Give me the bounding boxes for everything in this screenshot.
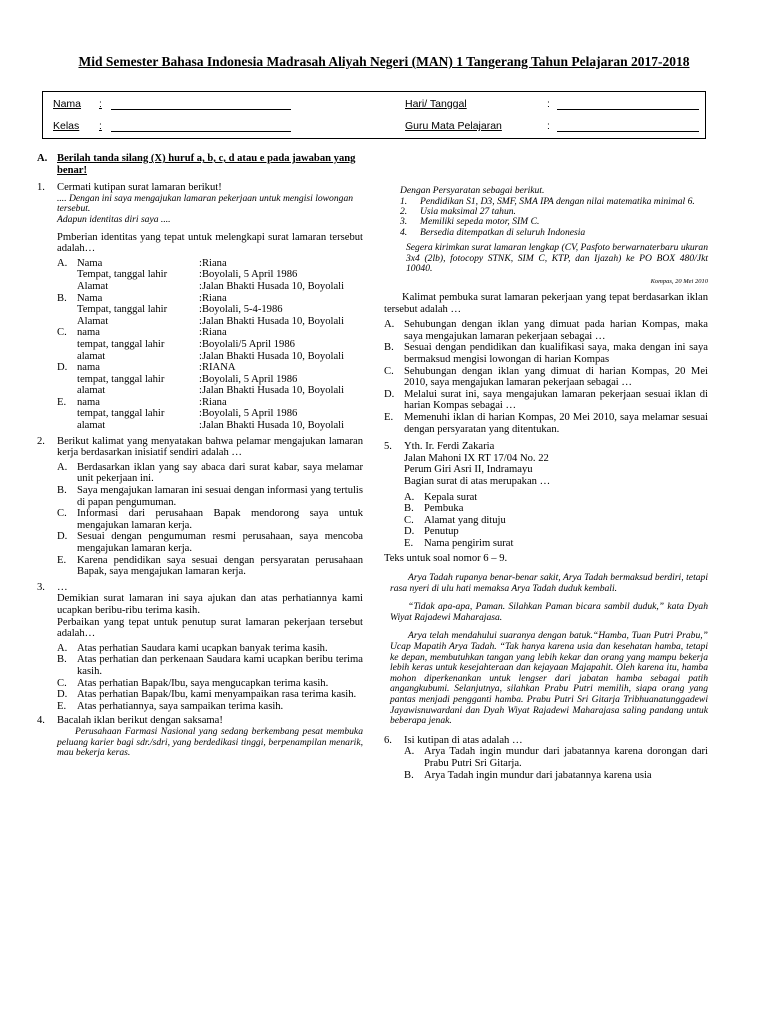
option-letter: B. — [57, 485, 67, 497]
identity-row — [57, 293, 363, 305]
identity-value: :Jalan Bhakti Husada 10, Boyolali — [199, 280, 345, 292]
identity-field: Alamat — [77, 280, 109, 292]
option-letter: D. — [57, 531, 68, 543]
identity-field: tempat, tanggal lahir — [77, 338, 165, 350]
right-column — [384, 186, 708, 784]
question-number: 6. — [384, 734, 392, 746]
identity-row — [57, 339, 363, 351]
identity-value: :Boyolali/5 April 1986 — [199, 338, 295, 350]
option-letter: E. — [57, 554, 67, 566]
option-text: Melalui surat ini, saya mengajukan lamaran pekerjaan sesuai iklan di harian Kompas sebagai … — [404, 388, 708, 412]
option-item[interactable] — [57, 293, 363, 328]
option-item[interactable] — [384, 342, 708, 365]
option-letter: C. — [57, 327, 67, 339]
nama-field[interactable] — [111, 99, 291, 110]
identity-field: Alamat — [77, 315, 109, 327]
option-letter: A. — [404, 746, 415, 758]
option-letter — [57, 351, 77, 363]
option-text: Atas perhatian dan perkenaan Saudara kami ucapkan beribu terima kasih. — [77, 654, 363, 677]
question-number: 4. — [37, 715, 45, 727]
identity-row — [57, 258, 363, 270]
option-text: Penutup — [424, 526, 459, 538]
option-text: Sesuai dengan pendidikan dan kualifikasi saya, maka dengan ini saya bermaksud mengisi lowongan di harian Kompas — [404, 342, 708, 365]
identity-row — [57, 327, 363, 339]
question-number: 5. — [384, 441, 392, 453]
requirement-number: 2. — [400, 206, 408, 217]
passage-intro: Teks untuk soal nomor 6 – 9. — [384, 553, 508, 565]
identity-row — [57, 316, 363, 328]
guru-colon: : — [547, 120, 550, 132]
option-item[interactable] — [384, 366, 708, 389]
option-letter: B. — [404, 769, 414, 781]
options-list — [57, 643, 363, 713]
option-item[interactable] — [57, 643, 363, 655]
identity-row — [57, 408, 363, 420]
option-letter — [57, 281, 77, 293]
identity-row — [57, 420, 363, 432]
options-list — [384, 319, 708, 435]
identity-field: nama — [77, 327, 100, 339]
question-prompt: Perbaikan yang tepat untuk penutup surat lamaran pekerjaan tersebut adalah… — [57, 616, 363, 640]
requirement-number: 3. — [400, 216, 408, 228]
option-letter: D. — [57, 362, 68, 374]
identity-row — [57, 281, 363, 293]
question-text: Isi kutipan di atas adalah … — [404, 734, 523, 746]
option-letter — [57, 408, 77, 420]
ad-requirements — [384, 197, 708, 239]
section-instruction: Berilah tanda silang (X) huruf a, b, c, d atau e pada jawaban yang benar! — [57, 153, 356, 176]
identity-field: alamat — [77, 385, 106, 397]
option-item[interactable] — [57, 362, 363, 397]
identity-value: :Riana — [199, 396, 227, 408]
ad-send-instructions: Segera kirimkan surat lamaran lengkap (CV, Pasfoto berwarnaterbaru ukuran 3x4 (2lb), fotocopy STNK, SIM C, KTP, dan Ijazah) ke PO BOX 480/Jkt 10040. — [406, 242, 708, 275]
identity-value: :Boyolali, 5-4-1986 — [199, 304, 283, 316]
option-letter: A. — [57, 461, 68, 473]
option-letter — [57, 374, 77, 386]
question-text: Berikut kalimat yang menyatakan bahwa pelamar mengajukan lamaran kerja berdasarkan inisiatif sendiri adalah … — [57, 435, 363, 459]
ad-requirement — [400, 228, 708, 238]
hari-label: Hari/ Tanggal — [405, 98, 467, 110]
address-line: Jalan Mahoni IX RT 17/04 No. 22 — [404, 452, 549, 464]
requirement-text: Usia maksimal 27 tahun. — [420, 206, 516, 217]
identity-row — [57, 269, 363, 281]
question-2 — [37, 436, 363, 578]
option-letter — [57, 385, 77, 397]
identity-field: nama — [77, 396, 100, 408]
nama-label: Nama — [53, 98, 82, 110]
option-letter: D. — [57, 689, 68, 701]
identity-row — [57, 304, 363, 316]
identity-value: :Jalan Bhakti Husada 10, Boyolali — [199, 350, 345, 362]
option-text: Atas perhatian Bapak/Ibu, kami menyampaikan rasa terima kasih. — [77, 689, 357, 701]
option-text: Arya Tadah ingin mundur dari jabatannya karena dorongan dari Prabu Putri Sri Gitarja. — [424, 746, 708, 769]
identity-value: :Riana — [199, 292, 227, 304]
identity-value: :Jalan Bhakti Husada 10, Boyolali — [199, 315, 345, 327]
option-letter: A. — [384, 319, 395, 331]
option-letter: C. — [404, 514, 414, 526]
option-item[interactable] — [57, 462, 363, 485]
option-item[interactable] — [404, 770, 708, 782]
identity-value: :Riana — [199, 257, 227, 269]
identity-row — [57, 385, 363, 397]
nama-row — [53, 98, 291, 110]
option-text: Pembuka — [424, 503, 464, 515]
option-text: Kepala surat — [424, 491, 478, 503]
identity-value: :Boyolali, 5 April 1986 — [199, 373, 298, 385]
option-item[interactable] — [57, 701, 363, 713]
identity-value: :Jalan Bhakti Husada 10, Boyolali — [199, 420, 345, 432]
ad-intro: Perusahaan Farmasi Nasional yang sedang berkembang pesat membuka peluang karier bagi sdr./sdri, yang berdedikasi tinggi, berpenampilan menarik, mau bekerja keras. — [57, 725, 363, 759]
option-text: Karena pendidikan saya sesuai dengan persyaratan perusahaan Bapak, saya mengajukan lamaran kerja. — [77, 554, 363, 578]
question-prompt: Bagian surat di atas merupakan … — [404, 475, 551, 487]
hari-row — [405, 98, 699, 110]
passage-paragraph: Arya telah mendahului suaranya dengan batuk.“Hamba, Tuan Putri Prabu,” Ucap Mapatih Arya Tadah. “Tak hanya karena usia dan kesehatan hamba, tetapi ke depan, membutuhkan tangan yang lebih kekar dan orang yang mampu bekerja lebih keras untuk kesejahteraan dan kejayaan Majapahit. Oleh karena itu, hamba mohon diperkenankan untuk lengser dari jabatan hamba sebagai patih angangkubumi. Selanjutnya, silahkan Prabu Putri memilih, siapa orang yang pantas menjadi pengganti hamba. Prabu Putri Sri Gitarja Tribhuanatunggadewi Jayawisnuwardani dan Dyah Wiyat Rajadewi Maharajasa saling pandang untuk beberapa jenak. — [390, 630, 708, 727]
options-list — [404, 492, 708, 550]
kelas-field[interactable] — [111, 121, 291, 132]
kelas-colon: : — [99, 120, 102, 132]
identity-value: :RIANA — [199, 362, 236, 374]
option-item[interactable] — [404, 503, 708, 515]
kelas-row — [53, 120, 291, 132]
identity-row — [57, 397, 363, 409]
identity-value: :Riana — [199, 327, 227, 339]
identity-row — [57, 362, 363, 374]
option-text: Informasi dari perusahaan Bapak mendorong saya untuk mengajukan lamaran kerja. — [77, 508, 363, 531]
option-letter: A. — [57, 257, 68, 269]
identity-field: Nama — [77, 257, 103, 269]
identity-row — [57, 374, 363, 386]
ad-source: Kompas, 20 Mei 2010 — [650, 278, 708, 285]
identity-row — [57, 351, 363, 363]
option-letter: E. — [57, 700, 67, 712]
option-item[interactable] — [57, 555, 363, 578]
option-item[interactable] — [57, 508, 363, 531]
option-letter — [57, 304, 77, 316]
guru-field[interactable] — [557, 121, 699, 132]
option-item[interactable] — [384, 389, 708, 412]
nama-colon: : — [99, 98, 102, 110]
question-4-prompt: Kalimat pembuka surat lamaran pekerjaan yang tepat berdasarkan iklan tersebut adalah … — [384, 292, 708, 315]
option-text: Sehubungan dengan iklan yang dimuat di harian Kompas, 20 Mei 2010, saya mengajukan lamaran pekerjaan sebagai … — [404, 365, 708, 389]
option-letter — [57, 269, 77, 281]
option-text: Nama pengirim surat — [424, 537, 514, 549]
options-list — [57, 462, 363, 578]
option-text: Sehubungan dengan iklan yang dimuat pada harian Kompas, maka saya mengajukan lamaran pekerjaan sebagai … — [404, 319, 708, 342]
requirement-text: Bersedia ditempatkan di seluruh Indonesia — [420, 226, 586, 238]
left-column — [37, 153, 363, 759]
guru-row — [405, 120, 699, 132]
question-1 — [37, 182, 363, 431]
option-letter: C. — [384, 365, 394, 377]
hari-colon: : — [547, 98, 550, 110]
options-list — [404, 746, 708, 781]
option-letter: D. — [404, 526, 415, 538]
option-item[interactable] — [57, 689, 363, 701]
option-letter: C. — [57, 677, 67, 689]
option-item[interactable] — [404, 492, 708, 504]
kelas-label: Kelas — [53, 120, 80, 132]
identity-field: alamat — [77, 350, 106, 362]
options-list — [57, 258, 363, 432]
address-line: Perum Giri Asri II, Indramayu — [404, 464, 533, 476]
option-letter — [57, 339, 77, 351]
requirement-number: 1. — [400, 195, 408, 207]
student-info-box — [42, 91, 706, 139]
option-text: Berdasarkan iklan yang say abaca dari surat kabar, saya melamar unit pekerjaan ini. — [77, 461, 363, 485]
question-6 — [384, 735, 708, 781]
requirement-text: Pendidikan S1, D3, SMF, SMA IPA dengan nilai matematika minimal 6. — [420, 195, 695, 207]
question-4 — [37, 715, 363, 758]
hari-field[interactable] — [557, 99, 699, 110]
question-text: Bacalah iklan berikut dengan saksama! — [57, 715, 223, 727]
option-letter — [57, 420, 77, 432]
option-item[interactable] — [404, 526, 708, 538]
address-line: Yth. Ir. Ferdi Zakaria — [404, 441, 495, 453]
option-text: Atas perhatian Saudara kami ucapkan banyak terima kasih. — [77, 642, 328, 654]
identity-field: Tempat, tanggal lahir — [77, 304, 168, 316]
option-item[interactable] — [57, 678, 363, 690]
question-text: Cermati kutipan surat lamaran berikut! — [57, 182, 222, 194]
quote-line: .... Dengan ini saya mengajukan lamaran pekerjaan untuk mengisi lowongan tersebut. — [57, 192, 354, 215]
section-letter: A. — [37, 153, 48, 164]
option-item[interactable] — [57, 327, 363, 362]
option-item[interactable] — [57, 258, 363, 293]
option-item[interactable] — [404, 746, 708, 769]
passage-paragraph: “Tidak apa-apa, Paman. Silahkan Paman bicara sambil duduk,” kata Dyah Wiyat Rajadewi Maharajasa. — [390, 601, 708, 623]
option-letter: C. — [57, 508, 67, 520]
identity-field: tempat, tanggal lahir — [77, 373, 165, 385]
option-letter: B. — [384, 342, 394, 354]
exam-title: Mid Semester Bahasa Indonesia Madrasah Aliyah Negeri (MAN) 1 Tangerang Tahun Pelajaran 2017-2018 — [78, 54, 690, 69]
option-item[interactable] — [384, 412, 708, 435]
requirement-text: Memiliki sepeda motor, SIM C. — [420, 216, 540, 228]
option-item[interactable] — [57, 397, 363, 432]
option-letter: B. — [57, 292, 67, 304]
option-letter: A. — [57, 642, 68, 654]
question-number: 3. — [37, 581, 45, 593]
identity-value: :Jalan Bhakti Husada 10, Boyolali — [199, 385, 345, 397]
section-a-heading — [37, 153, 363, 176]
question-number: 2. — [37, 435, 45, 447]
option-text: Sesuai dengan pengumuman resmi perusahaan, saya mencoba mengajukan lamaran kerja. — [77, 531, 363, 554]
identity-field: nama — [77, 362, 100, 374]
identity-field: Nama — [77, 292, 103, 304]
question-number: 1. — [37, 182, 45, 194]
option-letter — [57, 316, 77, 328]
option-text: Atas perhatiannya, saya sampaikan terima kasih. — [77, 700, 284, 712]
question-prompt: Pmberian identitas yang tepat untuk melengkapi surat lamaran tersebut adalah… — [57, 231, 363, 255]
option-item[interactable] — [384, 319, 708, 342]
option-item[interactable] — [57, 654, 363, 677]
option-letter: E. — [404, 537, 414, 549]
option-letter: D. — [384, 388, 395, 400]
option-letter: B. — [57, 654, 67, 666]
identity-field: Tempat, tanggal lahir — [77, 269, 168, 281]
requirement-number: 4. — [400, 226, 408, 238]
option-letter: B. — [404, 503, 414, 515]
identity-field: tempat, tanggal lahir — [77, 408, 165, 420]
quote-line: Adapun identitas diri saya .... — [57, 213, 171, 225]
question-dots: … — [57, 581, 68, 593]
option-text: Atas perhatian Bapak/Ibu, saya mengucapkan terima kasih. — [77, 677, 329, 689]
option-item[interactable] — [404, 515, 708, 527]
option-text: Alamat yang dituju — [424, 514, 506, 526]
option-item[interactable] — [404, 538, 708, 550]
option-text: Arya Tadah ingin mundur dari jabatannya karena usia — [424, 769, 652, 781]
identity-value: :Boyolali, 5 April 1986 — [199, 408, 298, 420]
identity-field: alamat — [77, 420, 106, 432]
question-5 — [384, 441, 708, 549]
ad-requirements-intro: Dengan Persyaratan sebagai berikut. — [400, 185, 545, 196]
option-text: Memenuhi iklan di harian Kompas, 20 Mei 2010, saya melamar sesuai dengan persyaratan yang ditentukan. — [404, 411, 708, 435]
option-item[interactable] — [57, 485, 363, 508]
question-text: Demikian surat lamaran ini saya ajukan dan atas perhatiannya kami ucapkan beribu-ribu terima kasih. — [57, 593, 363, 616]
passage-paragraph: Arya Tadah rupanya benar-benar sakit, Arya Tadah bermaksud berdiri, tetapi rasa nyeri di ulu hati memaksa Arya Tadah duduk kembali. — [390, 572, 708, 594]
question-3 — [37, 582, 363, 713]
option-letter: E. — [384, 411, 394, 423]
guru-label: Guru Mata Pelajaran — [405, 120, 502, 132]
option-letter: A. — [404, 491, 415, 503]
option-text: Saya mengajukan lamaran ini sesuai dengan informasi yang tertulis di papan pengumuman. — [77, 485, 363, 508]
identity-value: :Boyolali, 5 April 1986 — [199, 269, 298, 281]
option-item[interactable] — [57, 531, 363, 554]
option-letter: E. — [57, 396, 67, 408]
